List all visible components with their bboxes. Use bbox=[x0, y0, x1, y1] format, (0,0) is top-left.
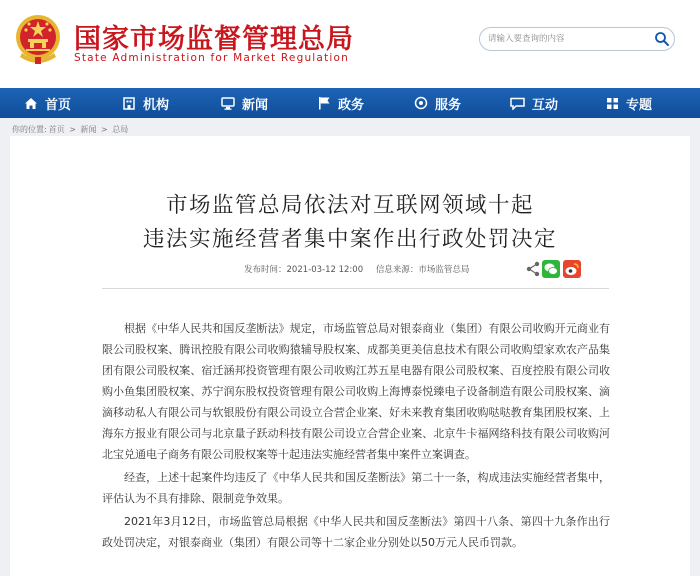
building-icon bbox=[122, 96, 136, 110]
meta-divider bbox=[102, 288, 609, 289]
search-icon[interactable] bbox=[654, 31, 670, 47]
nav-item-institutions[interactable] bbox=[122, 88, 169, 118]
national-emblem-icon bbox=[14, 13, 62, 65]
breadcrumb-link-news[interactable]: 新闻 bbox=[80, 125, 97, 134]
site-name-chinese[interactable]: 国家市场监督管理总局 bbox=[74, 24, 354, 55]
article-source: 信息来源：市场监管总局 bbox=[375, 265, 470, 275]
breadcrumb-prefix: 你的位置: bbox=[12, 125, 47, 134]
nav-label: 服务 bbox=[435, 97, 462, 113]
breadcrumb-separator: > bbox=[69, 125, 76, 134]
breadcrumb-link-home[interactable]: 首页 bbox=[48, 125, 65, 134]
article-body bbox=[102, 318, 610, 555]
nav-label: 新闻 bbox=[242, 97, 269, 113]
publish-time: 发布时间：2021-03-12 12:00 bbox=[244, 265, 364, 275]
breadcrumb-separator: > bbox=[101, 125, 108, 134]
flag-icon bbox=[318, 96, 331, 110]
nav-label: 专题 bbox=[626, 97, 653, 113]
article-meta bbox=[244, 263, 479, 275]
nav-item-special-topics[interactable] bbox=[606, 88, 652, 118]
monitor-icon bbox=[221, 97, 235, 110]
nav-item-news[interactable] bbox=[221, 88, 268, 118]
nav-item-home[interactable] bbox=[24, 88, 71, 118]
article-card bbox=[10, 136, 690, 576]
wechat-icon[interactable] bbox=[542, 260, 560, 278]
nav-item-services[interactable] bbox=[414, 88, 461, 118]
share-icon[interactable] bbox=[524, 260, 542, 278]
nav-label: 政务 bbox=[338, 97, 365, 113]
home-icon bbox=[24, 97, 38, 110]
breadcrumb-link-headquarters[interactable]: 总局 bbox=[112, 125, 129, 134]
article-title-line-1: 市场监管总局依法对互联网领域十起 bbox=[165, 193, 534, 218]
nav-label: 首页 bbox=[45, 97, 72, 113]
search-box bbox=[479, 27, 675, 51]
nav-label: 机构 bbox=[143, 97, 170, 113]
article-paragraph: 经查，上述十起案件均违反了《中华人民共和国反垄断法》第二十一条，构成违法实施经营者集中，评估认为不具有排除、限制竞争效果。 bbox=[102, 471, 610, 505]
grid-icon bbox=[606, 97, 619, 110]
nav-item-interaction[interactable] bbox=[510, 88, 558, 118]
nav-label: 互动 bbox=[532, 97, 559, 113]
weibo-icon[interactable] bbox=[563, 260, 581, 278]
site-header bbox=[0, 0, 700, 88]
search-input[interactable] bbox=[488, 30, 638, 48]
site-name-english: State Administration for Market Regulation bbox=[74, 52, 349, 64]
article-paragraph: 根据《中华人民共和国反垄断法》规定，市场监管总局对银泰商业（集团）有限公司收购开元商业有限公司股权案、腾讯控股有限公司收购猿辅导股权案、成都美更美信息技术有限公司收购望家欢农产品集团有限公司股权案、宿迁涵邦投资管理有限公司收购江苏五星电器有限公司股权案、百度控股有限公司收购小鱼集团股权案、苏宁润东股权投资管理有限公司收购上海博泰悦臻电子设备制造有限公司股权案、滴滴移动私人有限公司与软银股份有限公司设立合营企业案、好未来教育集团收购哒哒教育集团股权案、上海东方报业有限公司与北京量子跃动科技有限公司设立合营企业案、北京牛卡福网络科技有限公司收购河北宝兑通电子商务有限公司股权案等十起违法实施经营者集中案件立案调查。 bbox=[102, 322, 610, 461]
article-paragraph: 2021年3月12日，市场监管总局根据《中华人民共和国反垄断法》第四十八条、第四十九条作出行政处罚决定，对银泰商业（集团）有限公司等十二家企业分别处以50万元人民币罚款。 bbox=[102, 515, 610, 549]
nav-item-government-affairs[interactable] bbox=[318, 88, 364, 118]
breadcrumb bbox=[12, 124, 130, 135]
service-icon bbox=[414, 96, 428, 110]
main-nav bbox=[0, 88, 700, 118]
chat-icon bbox=[510, 97, 525, 110]
article-title-line-2: 违法实施经营者集中案作出行政处罚决定 bbox=[142, 227, 557, 252]
